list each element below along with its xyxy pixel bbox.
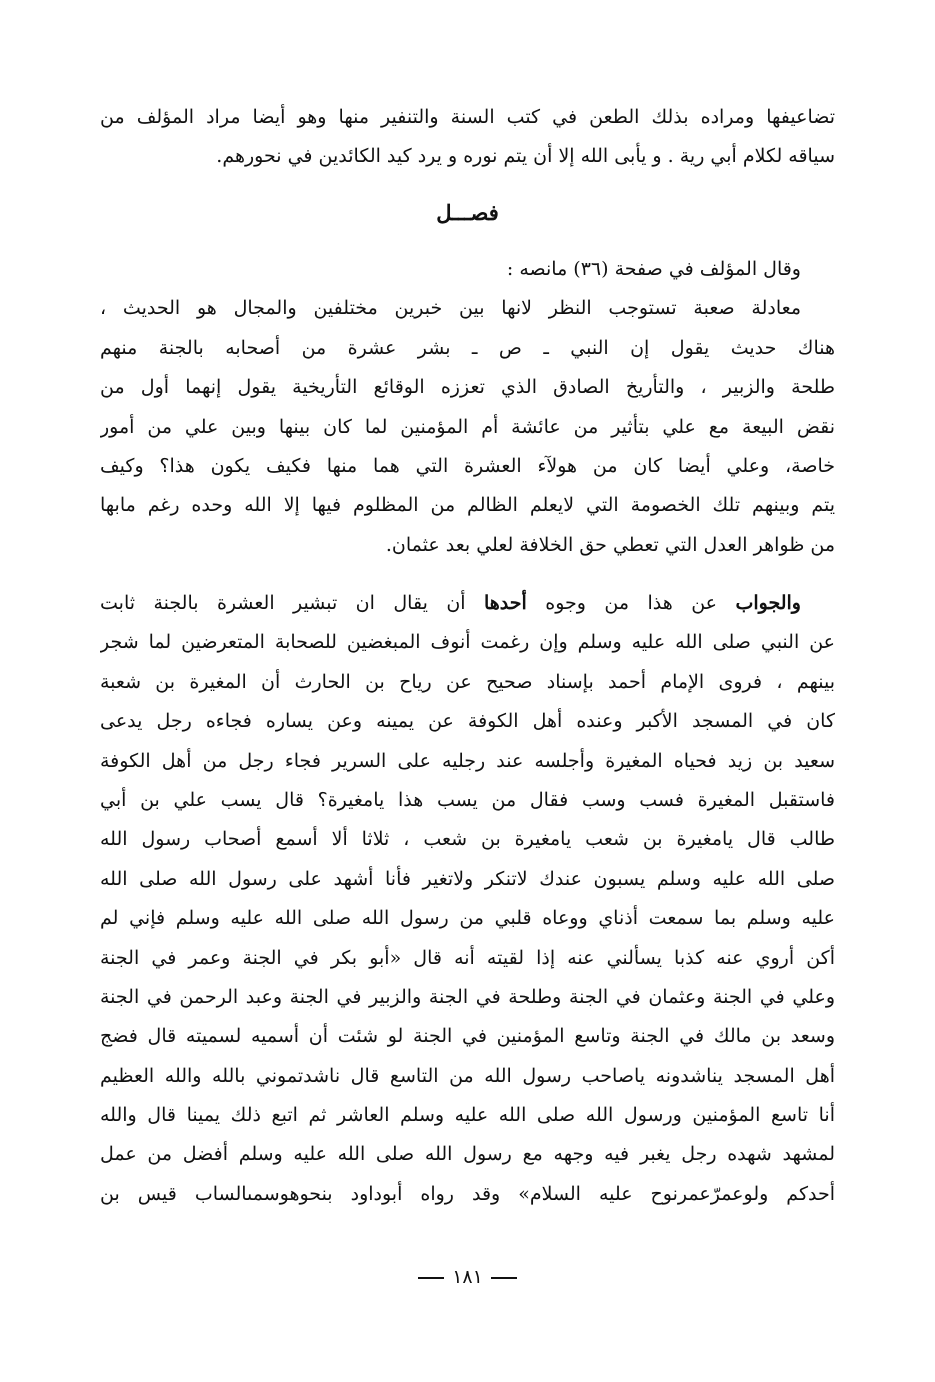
answer-first-line [100,584,835,623]
quote-intro: وقال المؤلف في صفحة (٣٦) مانصه : [506,258,801,280]
page-footer [0,1266,935,1288]
answer-first-label: أحدها [484,592,527,614]
quote-section [100,250,835,565]
quote-line: من ظواهر العدل التي تعطي حق الخلافة لعلي بعد عثمان. [385,533,835,556]
answer-label: والجواب [735,592,801,614]
answer-line: وسعد بن مالك في الجنة وتاسع المؤمنين في الجنة لو شئت أن أسميه لسميته قال فضج [100,1025,835,1048]
answer-line: أحدكم ولوعمرّعمرنوح عليه السلام» وقد رواه أبوداود بنحوهوسمىالساب قيس بن [100,1182,835,1205]
answer-line: أهل المسجد يناشدونه ياصاحب رسول الله من التاسع قال ناشدتموني بالله والله العظيم [100,1064,835,1087]
quote-line: نقض البيعة مع علي بتأثير من عائشة أم المؤمنين لما كان بينها وبين علي من أمور [100,415,835,438]
page-number: ١٨١ [452,1266,483,1288]
quote-line: هناك حديث يقول إن النبي ـ ص ـ بشر عشرة من أصحابه بالجنة منهم [100,336,835,359]
answer-line: كان في المسجد الأكبر وعنده أهل الكوفة عن يمينه وعن يساره فجاءه رجل يدعى [100,710,835,733]
answer-rest: أن يقال ان تبشير العشرة بالجنة ثابت [100,592,466,614]
quote-line: يتم وبينهم تلك الخصومة التي لايعلم الظالم من المظلوم فيها إلا الله وحده رغم مابها [100,494,835,517]
footer-dash [418,1277,444,1279]
section-heading [0,200,935,225]
footer-dash [491,1277,517,1279]
answer-line: وعلي في الجنة وعثمان في الجنة وطلحة في الجنة والزبير في الجنة وعبد الرحمن في الجنة [100,985,835,1008]
answer-mid: عن هذا من وجوه [545,592,718,614]
quote-line: معادلة صعبة تستوجب النظر لانها بين خبرين مختلفين والمجال هو الحديث ، [100,297,801,320]
answer-section [100,584,835,1214]
answer-line: صلى الله عليه وسلم يسبون عندك لاتنكر ولاتغير فأنا أشهد على رسول الله صلى الله [100,867,835,890]
answer-line: فاستقبل المغيرة فسب وسب فقال من يسب هذا يامغيرة؟ قال يسب علي بن أبي [100,788,835,811]
quote-line: خاصة، وعلي أيضا كان من هولآء العشرة التي هما منها فكيف يكون هذا؟ وكيف [100,454,835,477]
answer-line: أنا تاسع المؤمنين ورسول الله صلى الله عليه وسلم العاشر ثم اتبع ذلك يمينا قال والله [100,1104,835,1127]
answer-line: أكن أروي عنه كذبا يسألني عنه إذا لقيته أنه قال «أبو بكر في الجنة وعمر في الجنة [100,946,835,969]
section-heading-text: فصـــل [436,200,499,225]
intro-line: سياقه لكلام أبي رية . و يأبى الله إلا أن يتم نوره و يرد كيد الكائدين في نحورهم. [216,145,835,168]
answer-line: طالب قال يامغيرة بن شعب يامغيرة بن شعب ، ثلاثا ألا أسمع أصحاب رسول الله [100,828,835,851]
answer-line: بينهم ، فروى الإمام أحمد بإسناد صحيح عن رياح بن الحارث أن المغيرة بن شعبة [100,670,835,693]
intro-line: تضاعيفها ومراده بذلك الطعن في كتب السنة والتنفير منها وهو أيضا مراد المؤلف من [100,106,835,128]
quote-line: طلحة والزبير ، والتأريخ الصادق الذي تعززه الوقائع التأريخية يقول إنهما أول من [100,376,835,399]
intro-paragraph [100,98,835,177]
answer-line: عن النبي صلى الله عليه وسلم وإن رغمت أنوف المبغضين للصحابة المتعرضين لما شجر [100,631,835,654]
answer-line: سعيد بن زيد فحياه المغيرة وأجلسه عند رجليه على السرير فجاء رجل من أهل الكوفة [100,749,835,772]
answer-line: عليه وسلم بما سمعت أذناي ووعاه قلبي من رسول الله صلى الله عليه وسلم فإني لم [100,907,835,930]
answer-line: لمشهد شهده رجل يغبر فيه وجهه مع رسول الله صلى الله عليه وسلم أفضل من عمل [100,1143,835,1166]
